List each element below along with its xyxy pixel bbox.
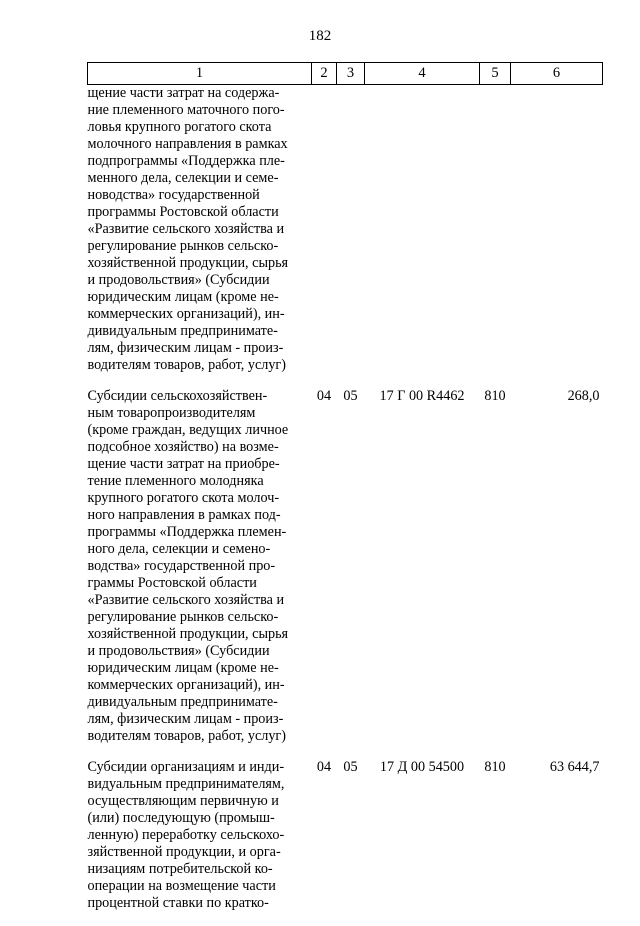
row-subsection-code: 05: [343, 759, 358, 775]
row-amount: [511, 85, 603, 389]
column-header-1: 1: [88, 63, 312, 85]
column-header-5: 5: [480, 63, 511, 85]
column-header-4: 4: [365, 63, 480, 85]
row-description: Субсидии сельскохозяйствен- ным товаропроизводителям (кроме граждан, ведущих личное подсобное хозяйство) на возме- щение части затрат на приобре- тение племенного молодняка крупного рогатого скота молоч- ного направления в рамках под- программы «Поддержка племен- ного дела, селекции и семено- водства» государственной про- граммы Ростовской области «Развитие сельского хозяйства и регулирование рынков сельско- хозяйственной продукции, сырья и продовольствия» (Субсидии юридическим лицам (кроме не- коммерческих организаций), ин- дивидуальным предпринимате- лям, физическим лицам - произ- водителям товаров, работ, услуг): [87, 388, 289, 744]
row-expense-type: [480, 85, 511, 389]
column-header-3: 3: [337, 63, 365, 85]
header-row: [88, 63, 603, 85]
table-row: [88, 759, 603, 926]
column-header-6: 6: [511, 63, 603, 85]
row-amount: 63 644,7: [549, 759, 600, 775]
row-expense-type: 810: [484, 388, 506, 404]
row-target-item: 17 Г 00 R4462: [379, 388, 465, 404]
row-description: щение части затрат на содержа- ние племенного маточного пого- ловья крупного рогатого скота молочного направления в рамках подпрограммы «Поддержка пле- менного дела, селекции и семе- новодства» государственной программы Ростовской области «Развитие сельского хозяйства и регулирование рынков сельско- хозяйственной продукции, сырья и продовольствия» (Субсидии юридическим лицам (кроме не- коммерческих организаций), ин- дивидуальным предпринимате- лям, физическим лицам - произ- водителям товаров, работ, услуг): [87, 85, 289, 373]
table-row: [88, 388, 603, 759]
row-expense-type: 810: [484, 759, 506, 775]
row-subsection-code: [337, 85, 365, 389]
table-header: [88, 63, 603, 85]
column-header-2: 2: [312, 63, 337, 85]
row-subsection-code: 05: [343, 388, 358, 404]
budget-table: [87, 62, 603, 926]
row-target-item: [365, 85, 480, 389]
page-number: 182: [308, 28, 332, 44]
row-section-code: [312, 85, 337, 389]
row-section-code: 04: [316, 388, 332, 404]
row-amount: 268,0: [567, 388, 600, 404]
row-section-code: 04: [316, 759, 332, 775]
row-description: Субсидии организациям и инди- видуальным предпринимателям, осуществляющим первичную и (или) последующую (промыш- ленную) переработку сельскохо- зяйственной продукции, и орга- низациям потребительской ко- операции на возмещение части процентной ставки по кратко-: [87, 759, 285, 911]
table-row: [88, 85, 603, 389]
row-target-item: 17 Д 00 54500: [379, 759, 465, 775]
